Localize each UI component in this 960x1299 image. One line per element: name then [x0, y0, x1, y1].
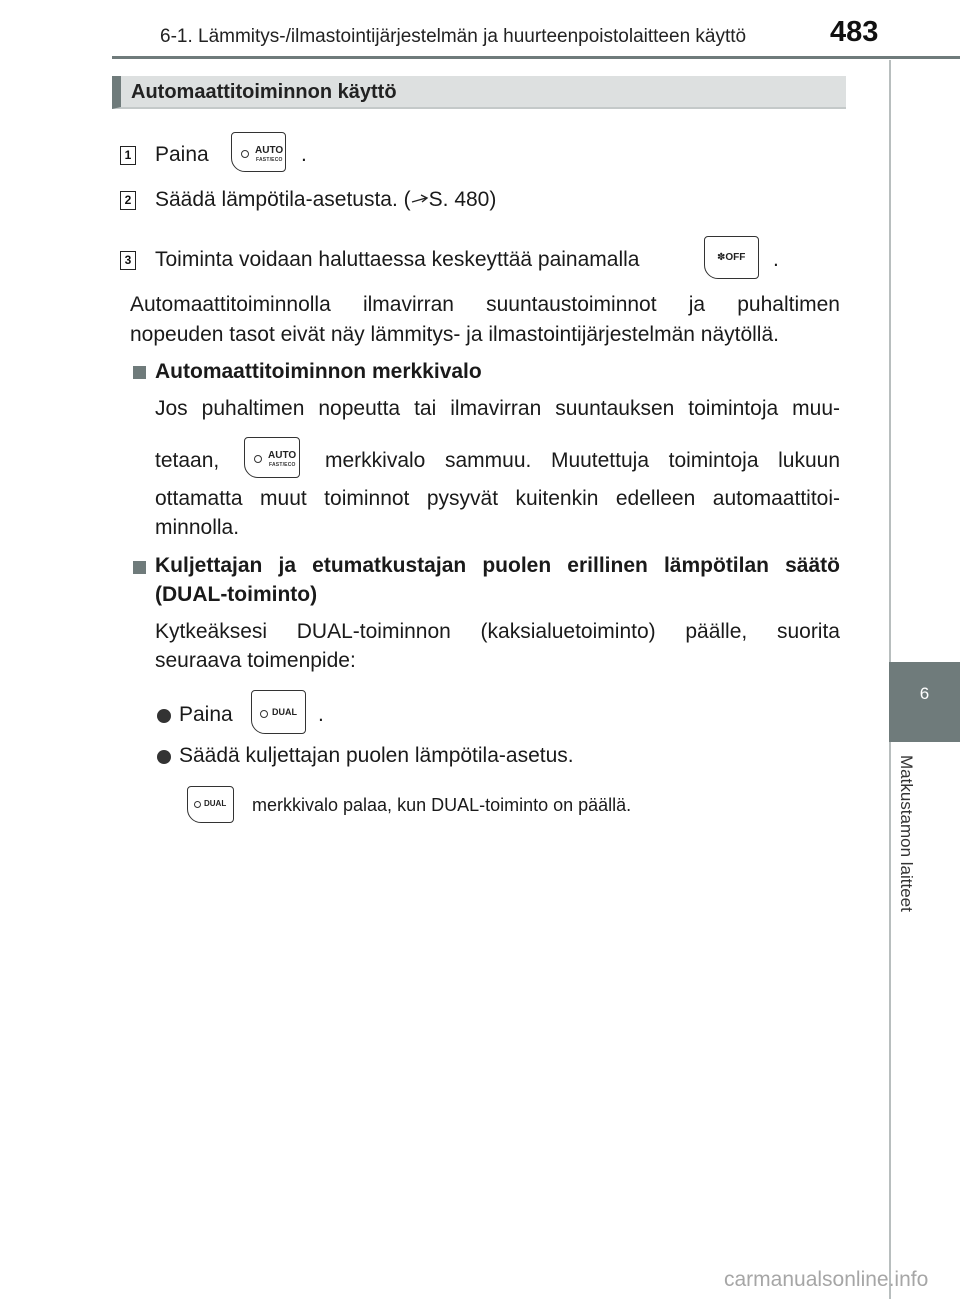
dual-heading-line-1: Kuljettajan ja etumatkustajan puolen erillinen lämpötilan säätö: [155, 554, 840, 577]
round-bullet-icon: [157, 709, 171, 723]
indicator-led-icon: [254, 455, 262, 463]
dual-bullet-1-period: .: [318, 703, 324, 726]
auto-button-label-2: AUTO: [268, 450, 297, 461]
page-number: 483: [830, 16, 879, 48]
step-2-main: Säädä lämpötila-asetusta. (: [155, 188, 411, 211]
header-title: 6-1. Lämmitys-/ilmastointijärjestelmän ja huurteenpoistolaitteen käyttö: [160, 26, 747, 47]
step-badge-2: 2: [120, 191, 136, 210]
square-bullet-icon: [133, 366, 146, 379]
step-badge-3: 3: [120, 251, 136, 270]
off-button-label: ✽OFF: [717, 252, 746, 263]
side-tab-number: 6: [919, 684, 930, 703]
dual-text-line-1: Kytkeäksesi DUAL-toiminnon (kaksialuetoiminto) päälle, suorita: [155, 620, 840, 643]
dual-button-label: DUAL: [272, 707, 297, 717]
step-badge-1: 1: [120, 146, 136, 165]
step-3-text: Toiminta voidaan haluttaessa keskeyttää painamalla: [155, 248, 640, 271]
arrow-right-icon: [411, 189, 429, 203]
auto-button-icon-2: [244, 437, 300, 478]
dual-text-line-2: seuraava toimenpide:: [155, 649, 356, 672]
off-button-icon: [704, 236, 759, 279]
fan-icon: ✽: [717, 252, 726, 263]
square-bullet-icon: [133, 561, 146, 574]
auto-indicator-line-3: ottamatta muut toiminnot pysyvät kuitenkin edelleen automaattitoi-: [155, 487, 840, 510]
auto-indicator-line-1: Jos puhaltimen nopeutta tai ilmavirran suuntauksen toimintoja muu-: [155, 397, 840, 420]
indicator-led-icon: [241, 150, 249, 158]
step-3-period: .: [773, 248, 779, 271]
auto-indicator-line-2-after: merkkivalo sammuu. Muutettuja toimintoja lukuun: [325, 449, 840, 472]
intro-line-2: nopeuden tasot eivät näy lämmitys- ja ilmastointijärjestelmän näytöllä.: [130, 323, 779, 346]
intro-line-1: Automaattitoiminnolla ilmavirran suuntaustoiminnot ja puhaltimen: [130, 293, 840, 316]
step-1-period: .: [301, 143, 307, 166]
section-heading: [112, 76, 846, 109]
auto-button-icon: [231, 132, 286, 172]
step-1-text: Paina: [155, 143, 209, 166]
dual-bullet-1-text: Paina: [179, 703, 233, 726]
section-heading-text: Automaattitoiminnon käyttö: [131, 81, 397, 103]
dual-button-icon-small: [187, 786, 234, 823]
dual-heading-line-2: (DUAL-toiminto): [155, 583, 318, 606]
step-2-text: [155, 188, 496, 212]
auto-button-sublabel-2: FAST/ECO: [269, 462, 296, 468]
header-rule: [112, 56, 960, 59]
indicator-led-icon: [194, 801, 201, 808]
side-tab-label: Matkustamon laitteet: [897, 755, 916, 912]
dual-bullet-2-text: Säädä kuljettajan puolen lämpötila-asetus.: [179, 744, 574, 767]
dual-note: merkkivalo palaa, kun DUAL-toiminto on päällä.: [252, 795, 632, 815]
indicator-led-icon: [260, 710, 268, 718]
step-2-ref: S. 480): [428, 188, 497, 211]
auto-button-sublabel: FAST/ECO: [256, 157, 283, 163]
auto-button-label: AUTO: [255, 145, 284, 156]
auto-indicator-heading: Automaattitoiminnon merkkivalo: [155, 360, 482, 383]
watermark: carmanualsonline.info: [724, 1268, 929, 1291]
dual-button-icon: [251, 690, 306, 734]
dual-button-label-small: DUAL: [204, 799, 227, 808]
round-bullet-icon: [157, 750, 171, 764]
auto-indicator-line-2-before: tetaan,: [155, 449, 220, 472]
auto-indicator-line-4: minnolla.: [155, 516, 240, 539]
